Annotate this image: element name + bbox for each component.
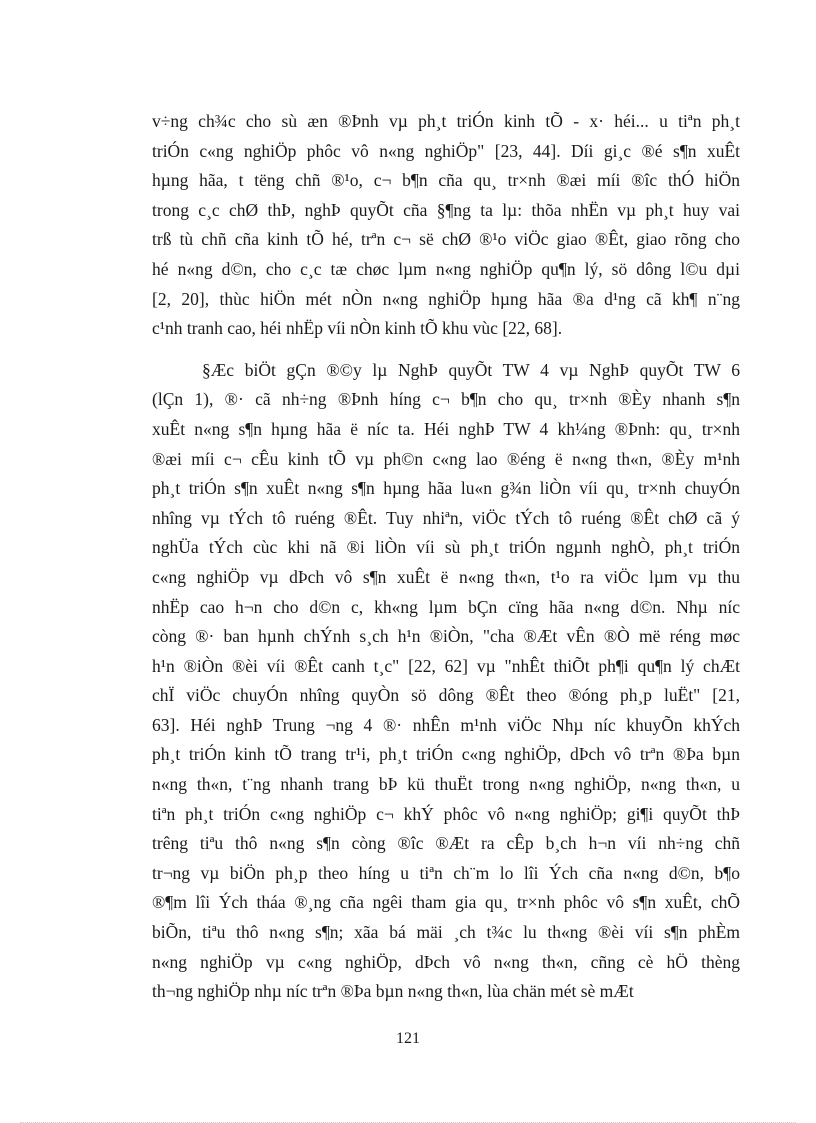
text-line: c«ng nghiÖp vµ dÞch vô s¶n xuÊt ë n«ng th«n, t¹o ra viÖc lµm vµ thu bbox=[152, 566, 740, 587]
text-line: trêng tiªu thô n«ng s¶n còng ®îc ®Æt ra cÊp b¸ch h¬n víi nh÷ng chñ bbox=[152, 833, 740, 854]
paragraph-gap bbox=[152, 344, 740, 356]
text-line: ®¶m lîi Ých tháa ®¸ng cña ngêi tham gia qu¸ tr×nh phôc vô s¶n xuÊt, chÕ bbox=[152, 892, 740, 913]
text-line: n«ng th«n, t¨ng nhanh trang bÞ kü thuËt trong n«ng nghiÖp, n«ng th«n, u bbox=[152, 774, 740, 795]
text-line: nghÜa tÝch cùc khi nã ®i liÒn víi sù ph¸t triÓn ngµnh nghÒ, ph¸t triÓn bbox=[152, 537, 740, 558]
text-line: còng ®· ban hµnh chÝnh s¸ch h¹n ®iÒn, "cha ®Æt vÊn ®Ò më réng møc bbox=[152, 626, 740, 647]
page-number: 121 bbox=[396, 1030, 420, 1047]
text-line: trong c¸c chØ thÞ, nghÞ quyÕt cña §¶ng ta lµ: thõa nhËn vµ ph¸t huy vai bbox=[152, 199, 740, 220]
body-text bbox=[152, 107, 740, 1007]
text-line: 63]. Héi nghÞ Trung ¬ng 4 ®· nhÊn m¹nh viÖc Nhµ níc khuyÕn khÝch bbox=[152, 714, 740, 735]
text-line: trß tù chñ cña kinh tÕ hé, trªn c¬ së chØ ®¹o viÖc giao ®Êt, giao rõng cho bbox=[152, 229, 740, 250]
paragraph bbox=[152, 107, 740, 344]
text-line: §Æc biÖt gÇn ®©y lµ NghÞ quyÕt TW 4 vµ NghÞ quyÕt TW 6 bbox=[202, 359, 740, 380]
text-line: nhËp cao h¬n cho d©n c, kh«ng lµm bÇn cïng hãa n«ng d©n. Nhµ níc bbox=[152, 596, 740, 617]
text-line: v÷ng ch¾c cho sù æn ®Þnh vµ ph¸t triÓn kinh tÕ - x· héi... u tiªn ph¸t bbox=[152, 111, 740, 131]
text-line: ®æi míi c¬ cÊu kinh tÕ vµ ph©n c«ng lao ®éng ë n«ng th«n, ®Èy m¹nh bbox=[152, 448, 740, 469]
paragraph bbox=[152, 356, 740, 1007]
text-line: triÓn c«ng nghiÖp phôc vô n«ng nghiÖp" [23, 44]. Díi gi¸c ®é s¶n xuÊt bbox=[152, 140, 740, 161]
text-line: ph¸t triÓn kinh tÕ trang tr¹i, ph¸t triÓn c«ng nghiÖp, dÞch vô trªn ®Þa bµn bbox=[152, 744, 740, 765]
text-line: c¹nh tranh cao, héi nhËp víi nÒn kinh tÕ khu vùc [22, 68]. bbox=[152, 318, 563, 339]
text-line: hé n«ng d©n, cho c¸c tæ chøc lµm n«ng nghiÖp qu¶n lý, sö dông l©u dµi bbox=[152, 258, 740, 279]
text-line: ph¸t triÓn s¶n xuÊt n«ng s¶n hµng hãa lu«n g¾n liÒn víi qu¸ tr×nh chuyÓn bbox=[152, 478, 740, 499]
text-line: tr¬ng vµ biÖn ph¸p theo híng u tiªn ch¨m lo lîi Ých cña n«ng d©n, b¶o bbox=[152, 862, 740, 883]
text-line: nhîng vµ tÝch tô ruéng ®Êt. Tuy nhiªn, viÖc tÝch tô ruéng ®Êt chØ cã ý bbox=[152, 507, 740, 528]
text-line: [2, 20], thùc hiÖn mét nÒn n«ng nghiÖp hµng hãa ®a d¹ng cã kh¶ n¨ng bbox=[152, 288, 740, 309]
text-line: chÏ viÖc chuyÓn nhîng quyÒn sö dông ®Êt theo ®óng ph¸p luËt" [21, bbox=[152, 685, 740, 706]
text-line: tiªn ph¸t triÓn c«ng nghiÖp c¬ khÝ phôc vô n«ng nghiÖp; gi¶i quyÕt thÞ bbox=[152, 803, 740, 824]
text-line: xuÊt n«ng s¶n hµng hãa ë níc ta. Héi nghÞ TW 4 kh¼ng ®Þnh: qu¸ tr×nh bbox=[152, 418, 740, 439]
text-line: biÕn, tiªu thô n«ng s¶n; xãa bá mäi ¸ch t¾c lu th«ng ®èi víi s¶n phÈm bbox=[152, 922, 740, 943]
text-line: n«ng nghiÖp vµ c«ng nghiÖp, dÞch vô n«ng th«n, cñng cè hÖ thèng bbox=[152, 951, 740, 972]
text-line: hµng hãa, t tëng chñ ®¹o, c¬ b¶n cña qu¸ tr×nh ®æi míi ®îc thÓ hiÖn bbox=[152, 170, 740, 191]
text-line: h¹n ®iÒn ®èi víi ®Êt canh t¸c" [22, 62] vµ "nhÊt thiÕt ph¶i qu¶n lý chÆt bbox=[152, 655, 740, 676]
text-line: (lÇn 1), ®· cã nh÷ng ®Þnh híng c¬ b¶n cho qu¸ tr×nh ®Èy nhanh s¶n bbox=[152, 389, 740, 410]
text-line: th¬ng nghiÖp nhµ níc trªn ®Þa bµn n«ng th«n, lùa chän mét sè mÆt bbox=[152, 981, 634, 1002]
